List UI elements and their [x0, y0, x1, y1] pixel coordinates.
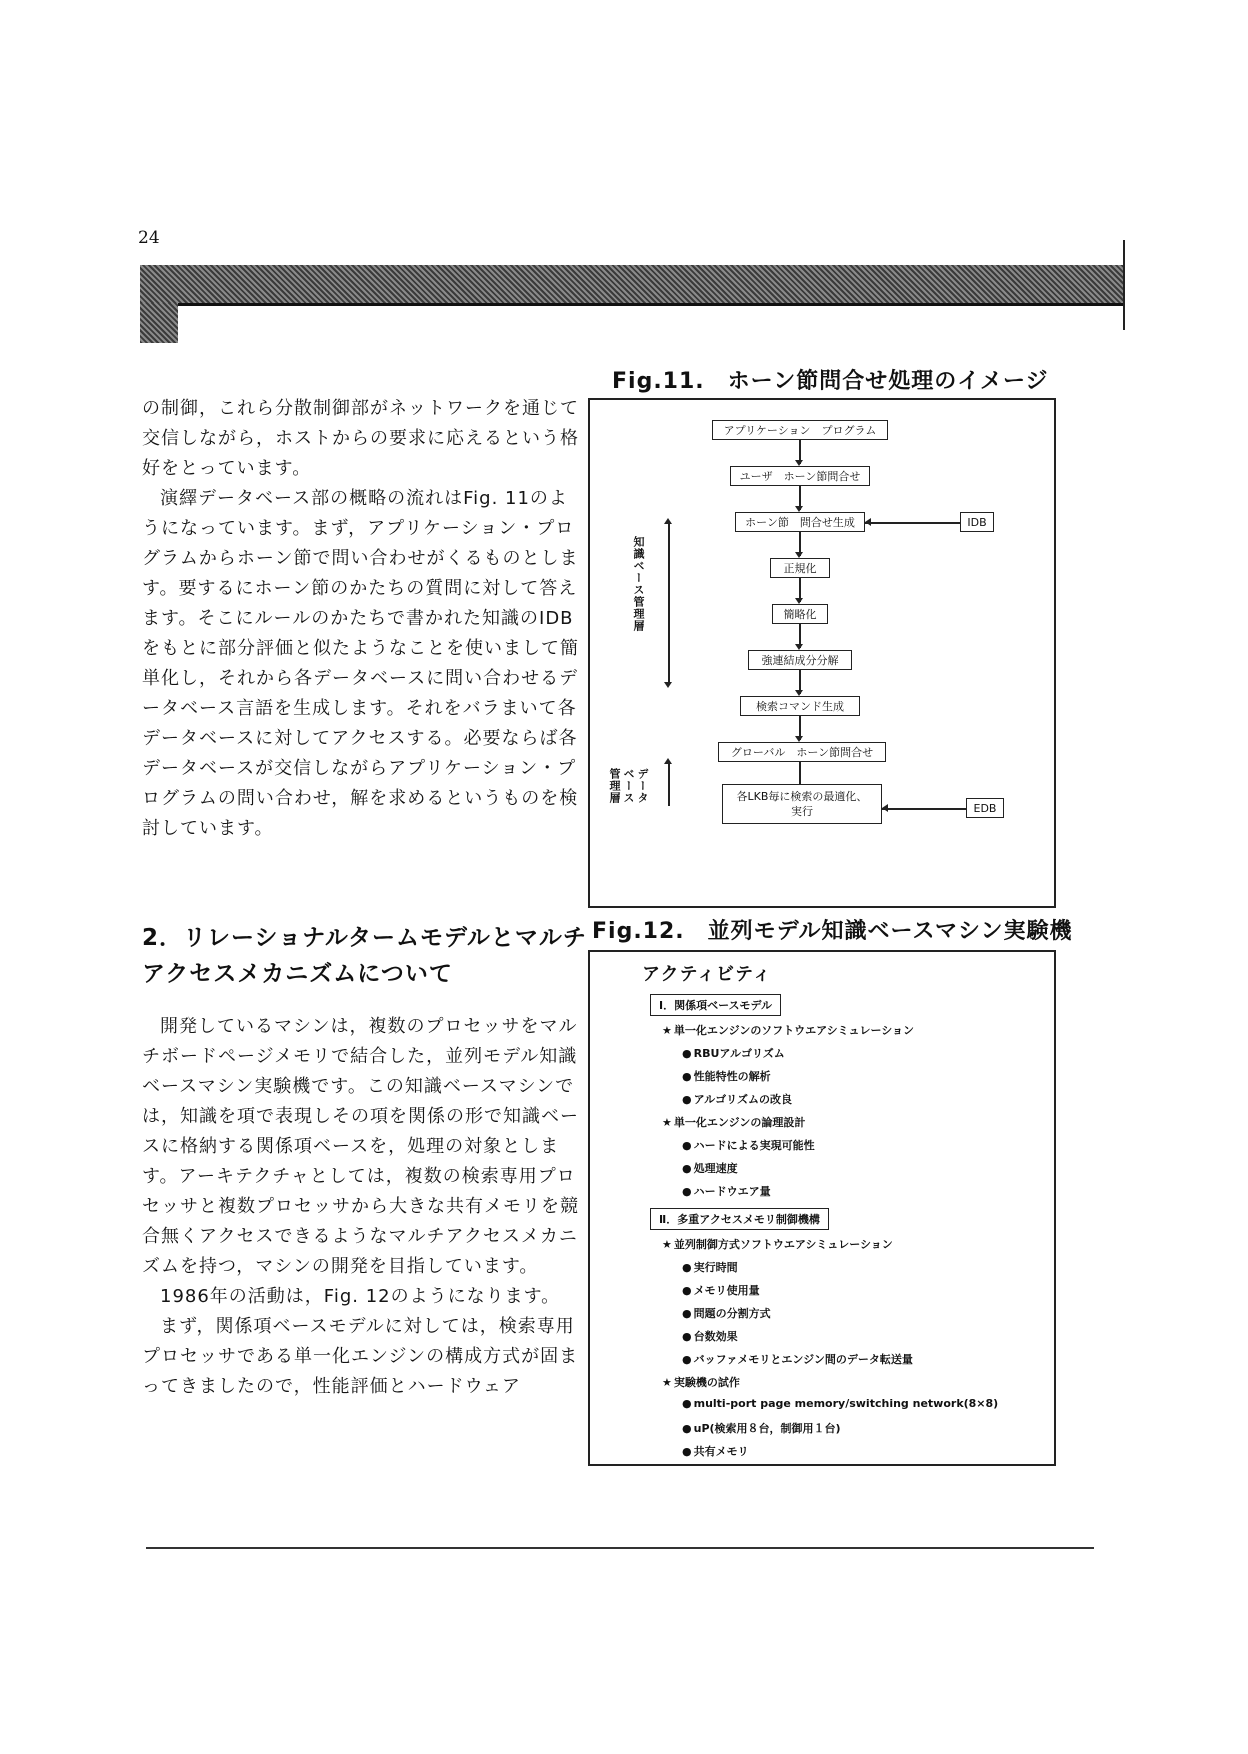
bottom-rule — [146, 1547, 1094, 1549]
activity-item: ● multi-port page memory/switching network(8×8) — [682, 1397, 998, 1410]
arrow-down — [664, 682, 672, 688]
flow-box-normalize: 正規化 — [770, 558, 830, 578]
layer-label-db: ベース — [622, 768, 635, 804]
activity-item: ● アルゴリズムの改良 — [682, 1091, 792, 1107]
activity-item: ● RBUアルゴリズム — [682, 1045, 785, 1061]
flow-box-query-gen: ホーン節 問合せ生成 — [735, 512, 865, 532]
flow-box-lkb-line: 実行 — [791, 805, 813, 818]
body-text-upper — [142, 394, 582, 844]
activity-item: ● 処理速度 — [682, 1160, 738, 1176]
flow-line — [865, 522, 960, 524]
paragraph: 1986年の活動は，Fig. 12のようになります。 — [160, 1286, 561, 1307]
activity-item: ● 実行時間 — [682, 1259, 738, 1275]
header-rule — [1123, 240, 1125, 330]
activity-item: ● 性能特性の解析 — [682, 1068, 771, 1084]
paragraph: まず，関係項ベースモデルに対しては，検索専用プロセッサである単一化エンジンの構成方式が固まってきましたので，性能評価とハードウェア — [142, 1316, 579, 1397]
activity-item: ● ハードによる実現可能性 — [682, 1137, 815, 1153]
layer-bracket — [668, 522, 670, 684]
header-tab — [140, 303, 178, 343]
activity-item: ● 台数効果 — [682, 1328, 738, 1344]
flow-box-command-gen: 検索コマンド生成 — [740, 696, 860, 716]
activity-section-1: Ⅰ．関係項ベースモデル — [650, 994, 781, 1016]
activity-section-2: Ⅱ．多重アクセスメモリ制御機構 — [650, 1208, 829, 1230]
activity-item: ● バッファメモリとエンジン間のデータ転送量 — [682, 1351, 913, 1367]
section-heading-line: アクセスメカニズムについて — [142, 961, 453, 987]
flow-line — [799, 762, 801, 784]
activity-title: アクティビティ — [642, 964, 772, 985]
paragraph: 開発しているマシンは，複数のプロセッサをマルチボードページメモリで結合した，並列モデル知識ベースマシン実験機です。この知識ベースマシンでは，知識を項で表現しその項を関係の形で知識ベースに格納する関係項ベースを，処理の対象とします。アーキテクチャとしては，複数の検索専用プロセッサと複数プロセッサから大きな共有メモリを競合無くアクセスできるようなマルチアクセスメカニズムを持つ，マシンの開発を目指しています。 — [142, 1016, 579, 1277]
layer-bracket — [668, 762, 670, 806]
flow-box-idb: IDB — [960, 512, 994, 532]
flow-box-lkb-line: 各LKB毎に検索の最適化、 — [736, 790, 868, 803]
section-heading-line: 2．リレーショナルタームモデルとマルチ — [142, 925, 587, 951]
section-heading — [142, 920, 592, 992]
body-text-lower — [142, 1012, 582, 1402]
arrow-up — [664, 518, 672, 524]
flow-box-simplify: 簡略化 — [772, 604, 828, 624]
page-number: 24 — [138, 228, 160, 248]
flow-box-app: アプリケーション プログラム — [712, 420, 888, 440]
activity-item: ● 共有メモリ — [682, 1443, 749, 1459]
flow-box-user: ユーザ ホーン節問合せ — [730, 466, 870, 486]
flow-line — [882, 808, 966, 810]
header-bar — [140, 265, 1125, 306]
activity-item: ● ハードウエア量 — [682, 1183, 771, 1199]
flow-box-decompose: 強連結成分分解 — [748, 650, 852, 670]
flow-box-lkb — [722, 784, 882, 824]
layer-label-db: データ — [636, 768, 649, 804]
paragraph: 演繹データベース部の概略の流れはFig. 11のようになっています。まず，アプリケーション・プログラムからホーン節で問い合わせがくるものとします。要するにホーン節のかたちの質問に対して答えます。そこにルールのかたちで書かれた知識のIDBをもとに部分評価と似たようなことを使いまして簡単化し，それから各データベースに問い合わせるデータベース言語を生成します。それをバラまいて各データベースに対してアクセスする。必要ならば各データベースが交信しながらアプリケーション・プログラムの問い合わせ，解を求めるというものを検討しています。 — [142, 488, 579, 839]
activity-item: ★ 実験機の試作 — [662, 1374, 740, 1390]
activity-item: ● uP(検索用８台，制御用１台) — [682, 1420, 841, 1436]
activity-item: ★ 並列制御方式ソフトウエアシミュレーション — [662, 1236, 893, 1252]
arrow-left — [882, 804, 888, 812]
arrow-up — [664, 758, 672, 764]
activity-item: ★ 単一化エンジンのソフトウエアシミュレーション — [662, 1022, 914, 1038]
layer-label-knowledge: 知識ベース管理層 — [632, 536, 645, 632]
figure-caption: Fig.12. 並列モデル知識ベースマシン実験機 — [592, 919, 1073, 944]
arrow-left — [865, 518, 871, 526]
layer-label-db: 管理層 — [608, 768, 621, 804]
activity-item: ★ 単一化エンジンの論理設計 — [662, 1114, 805, 1130]
flow-box-global: グローバル ホーン節問合せ — [718, 742, 886, 762]
figure-caption: Fig.11. ホーン節問合せ処理のイメージ — [612, 369, 1049, 394]
figure-frame — [588, 398, 1056, 908]
flow-box-edb: EDB — [966, 798, 1004, 818]
activity-item: ● メモリ使用量 — [682, 1282, 760, 1298]
paragraph: の制御，これら分散制御部がネットワークを通じて交信しながら，ホストからの要求に応えるという格好をとっています。 — [142, 398, 579, 479]
activity-item: ● 問題の分割方式 — [682, 1305, 771, 1321]
